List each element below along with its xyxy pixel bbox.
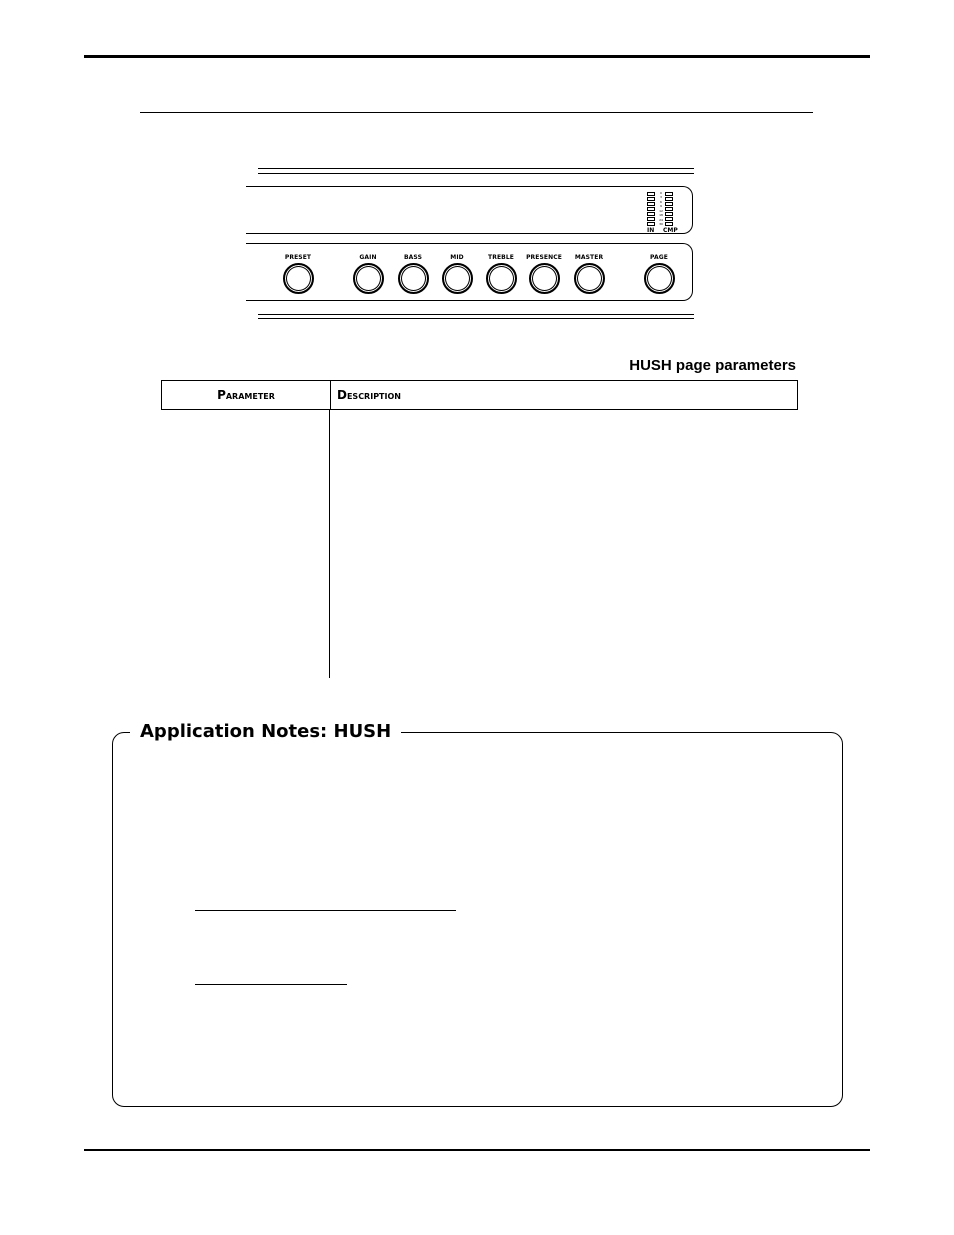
meter-segment [665,197,673,201]
meter-scale-tick: 6 [660,199,662,204]
table-column-divider [329,410,330,678]
preset-knob[interactable] [278,254,318,294]
meter-segment [647,222,655,226]
gain-knob[interactable] [348,254,388,294]
meter-segment [647,207,655,211]
knob-icon [486,263,517,294]
meter-scale-tick: 9 [660,204,662,209]
application-notes-title: Application Notes: HUSH [130,719,401,745]
meter-scale-tick: 18 [659,213,663,218]
knob-icon [283,263,314,294]
knob-label: GAIN [359,254,377,261]
knob-label: MASTER [574,254,604,261]
meter-segment [665,212,673,216]
front-panel-illustration [258,168,696,322]
knob-label: PRESET [284,254,312,261]
meter-segment [647,212,655,216]
knob-icon [398,263,429,294]
knob-label: MID [450,254,464,261]
parameter-header-text: Parameter [217,388,275,402]
knob-icon [644,263,675,294]
section-rule [140,112,813,113]
parameter-column-header [162,381,331,409]
meter-segment [665,217,673,221]
knob-label: TREBLE [488,254,514,261]
panel-top-edge [258,168,694,169]
meter-segment [665,222,673,226]
meter-scale-tick: 3 [660,195,662,200]
presence-knob[interactable] [524,254,564,294]
meter-segment [647,202,655,206]
treble-knob[interactable] [481,254,521,294]
description-header-text: Description [337,388,401,402]
compression-meter-label: CMP [663,227,678,234]
display-window [246,186,693,234]
notes-underline [195,910,456,911]
input-meter-label: IN [647,227,655,234]
knob-label: BASS [404,254,422,261]
panel-top-edge-inner [258,173,694,174]
meter-scale-tick: 0 [660,191,662,195]
meter-segment [647,217,655,221]
compression-meter [665,192,673,226]
page-knob[interactable] [639,254,679,294]
input-meter [647,192,655,226]
header-rule [84,55,870,58]
table-header-row [161,380,798,410]
footer-rule [84,1149,870,1151]
knob-icon [353,263,384,294]
parameter-table [161,380,798,410]
panel-bottom-edge [258,318,694,319]
bass-knob[interactable] [393,254,433,294]
mid-knob[interactable] [437,254,477,294]
meter-scale-tick: 24 [659,217,663,222]
panel-bottom-edge-inner [258,314,694,315]
knob-icon [574,263,605,294]
meter-segment [665,202,673,206]
meter-scale [657,192,665,226]
meter-segment [647,197,655,201]
knob-label: PAGE [650,254,668,261]
table-title: HUSH page parameters [629,357,796,374]
meter-segment [665,192,673,196]
knob-label: PRESENCE [526,254,562,261]
description-column-header [331,381,797,409]
knob-icon [442,263,473,294]
notes-underline [195,984,347,985]
meter-scale-tick: 12 [659,208,663,213]
meter-segment [665,207,673,211]
master-knob[interactable] [569,254,609,294]
meter-scale-tick: 30 [659,221,663,226]
application-notes-box [112,732,843,1107]
meter-segment [647,192,655,196]
knob-icon [529,263,560,294]
